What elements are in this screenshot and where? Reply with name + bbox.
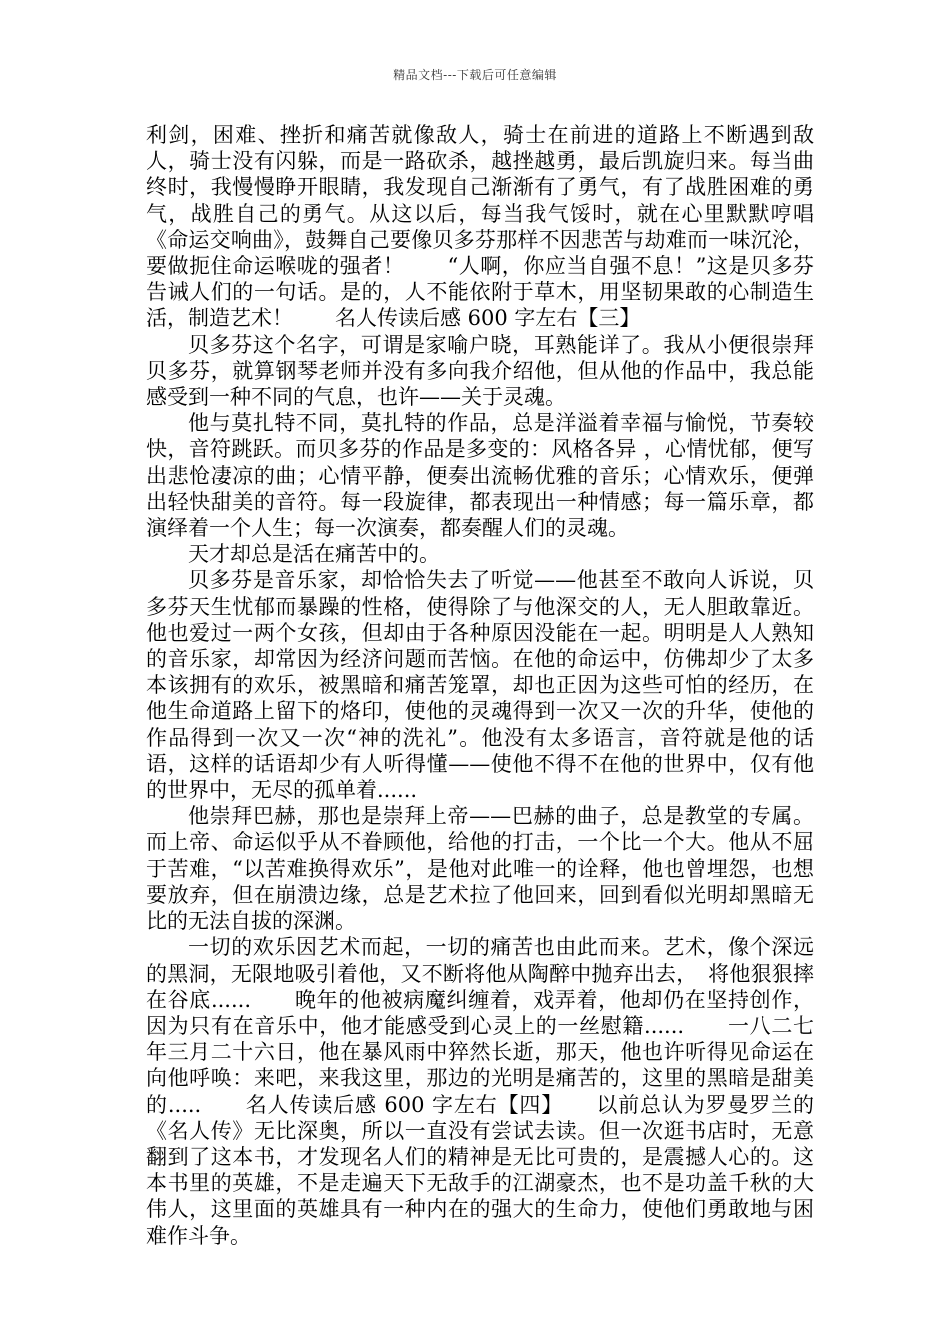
document-body (146, 122, 814, 1249)
paragraph-4: 天才却总是活在痛苦中的。 (188, 542, 440, 567)
paragraph-3: 他与莫扎特不同，莫扎特的作品，总是洋溢着幸福与愉悦，节奏较快，音符跳跃。而贝多芬的作品是多变的：风格各异 ，心情忧郁，便写出悲怆凄凉的曲；心情平静，便奏出流畅优雅的音乐；心情欢乐，便弹出轻快甜美的音符。每一段旋律，都表现出一种情感；每一篇乐章，都演绎着一个人生；每一次演奏，都奏醒人们的灵魂。 (146, 411, 814, 541)
paragraph-6: 他崇拜巴赫，那也是崇拜上帝——巴赫的曲子，总是教堂的专属。而上帝、命运似乎从不眷顾他，给他的打击，一个比一个大。他从不屈于苦难，“以苦难换得欢乐”，是他对此唯一的诠释，他也曾埋怨，也想要放弃，但在崩溃边缘，总是艺术拉了他回来，回到看似光明却黑暗无比的无法自拔的深渊。 (146, 804, 814, 934)
paragraph-2: 贝多芬这个名字，可谓是家喻户晓，耳熟能详了。我从小便很崇拜贝多芬，就算钢琴老师并没有多向我介绍他，但从他的作品中，我总能感受到一种不同的气息，也许——关于灵魂。 (146, 332, 814, 410)
paragraph-1: 利剑，困难、挫折和痛苦就像敌人，骑士在前进的道路上不断遇到敌人，骑士没有闪躲，而是一路砍杀，越挫越勇，最后凯旋归来。每当曲终时，我慢慢睁开眼睛，我发现自己渐渐有了勇气，有了战胜困难的勇气，战胜自己的勇气。从这以后，每当我气馁时，就在心里默默哼唱《命运交响曲》，鼓舞自己要像贝多芬那样不因悲苦与劫难而一味沉沦，要做扼住命运喉咙的强者！ “人啊，你应当自强不息！”这是贝多芬告诫人们的一句话。是的，人不能依附于草木，用坚韧果敢的心制造生活，制造艺术！ 名人传读后感 600 字左右【三】 (146, 123, 814, 331)
paragraph-5: 贝多芬是音乐家，却恰恰失去了听觉——他甚至不敢向人诉说，贝多芬天生忧郁而暴躁的性格，使得除了与他深交的人，无人胆敢靠近。他也爱过一两个女孩，但却由于各种原因没能在一起。明明是人人熟知的音乐家，却常因为经济问题而苦恼。在他的命运中，仿佛却少了太多本该拥有的欢乐，被黑暗和痛苦笼罩，却也正因为这些可怕的经历，在他生命道路上留下的烙印，使他的灵魂得到一次又一次的升华，使他的作品得到一次又一次“神的洗礼”。他没有太多语言，音符就是他的话语，这样的话语却少有人听得懂——使他不得不在他的世界中，仅有他的世界中，无尽的孤单着...... (146, 568, 814, 803)
page-header: 精品文档---下载后可任意编辑 (393, 68, 557, 82)
paragraph-7: 一切的欢乐因艺术而起，一切的痛苦也由此而来。艺术，像个深远的黑洞，无限地吸引着他，又不断将他从陶醉中抛弃出去， 将他狠狠摔在谷底...... 晚年的他被病魔纠缠着，戏弄着，他却仍在坚持创作，因为只有在音乐中，他才能感受到心灵上的一丝慰籍...... 一八二七年三月二十六日，他在暴风雨中猝然长逝，那天，他也许听得见命运在向他呼唤：来吧，来我这里，那边的光明是痛苦的，这里的黑暗是甜美的..... 名人传读后感 600 字左右【四】 以前总认为罗曼罗兰的《名人传》无比深奥，所以一直没有尝试去读。但一次逛书店时，无意翻到了这本书，才发现名人们的精神是无比可贵的，是震撼人心的。这本书里的英雄，不是走遍天下无敌手的江湖豪杰，也不是功盖千秋的大伟人，这里面的英雄具有一种内在的强大的生命力，使他们勇敢地与困难作斗争。 (146, 935, 814, 1248)
